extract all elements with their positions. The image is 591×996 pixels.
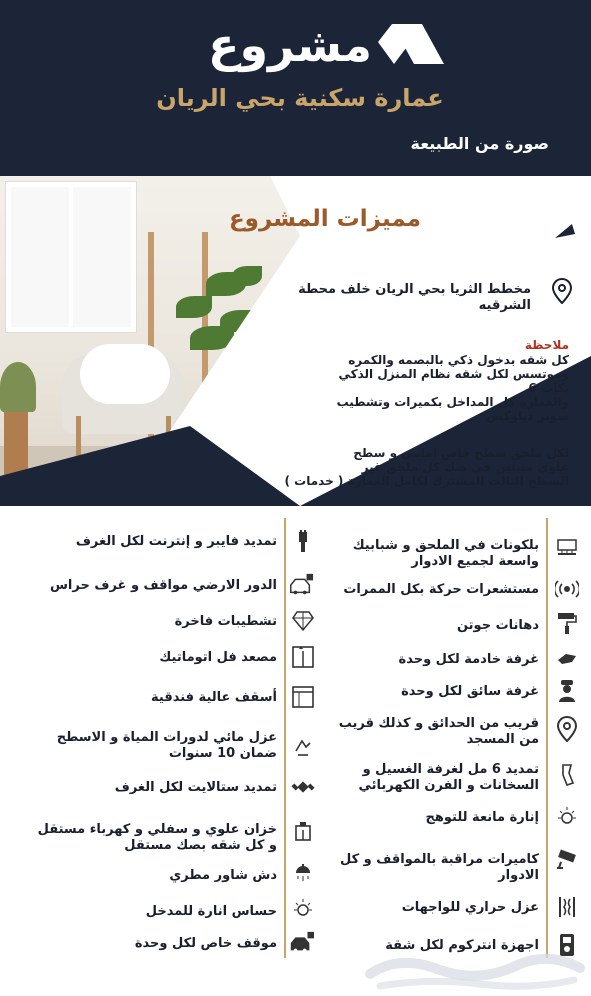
feature-item: خزان علوي و سفلي و كهرباء مستقل و كل شقه بصك مستقل	[37, 822, 277, 853]
ceiling-icon	[290, 684, 316, 710]
feature-item: قريب من الحدائق و كذلك قريب من المسجد	[338, 716, 539, 747]
rain-shower-icon	[290, 862, 316, 888]
feature-item: تشطيبات فاخرة	[174, 614, 277, 629]
waterproofing-icon	[290, 734, 316, 760]
private-parking-icon	[288, 930, 314, 956]
feature-item: اجهزة انتركوم لكل شقة	[385, 938, 539, 953]
feature-item: غرفة خادمة لكل وحدة	[398, 652, 539, 667]
note-line: سوبر ديلوكس	[486, 409, 569, 423]
header-banner	[0, 0, 591, 176]
note-line: بكات 6	[528, 381, 569, 395]
feature-item: غرفة سائق لكل وحدة	[401, 684, 539, 699]
note-line: والعماره كل المداخل بكميرات وتشطيب	[336, 395, 569, 409]
note-line: وموتسس لكل شقه نظام المنزل الذكي	[338, 367, 569, 381]
feature-item: بلكونات في الملحق و شبابيك واسعة لجميع الادوار	[352, 538, 539, 569]
feature-item: إنارة مانعة للتوهج	[425, 810, 539, 825]
elevator-icon	[290, 644, 316, 670]
right-column-divider	[546, 518, 548, 958]
annex-note	[269, 446, 569, 488]
location-pin-icon	[554, 716, 580, 742]
feature-item: مستشعرات حركة بكل الممرات	[343, 582, 539, 597]
brand-name: مشروع	[208, 18, 372, 72]
annex-line: لكل ملحق سطح خاص امامي و سطح	[353, 446, 569, 460]
annex-line: السطح الثالث المشترك لكامل العمارة ( خدمات )	[284, 474, 569, 488]
brand-logo-icon	[378, 24, 444, 64]
feature-item: عزل مائي لدورات المياة و الاسطح ضمان 10 سنوات	[56, 730, 277, 761]
feature-item: كاميرات مراقبة بالمواقف و كل الادوار	[339, 852, 539, 883]
insulation-icon	[554, 894, 580, 920]
feature-item: الدور الارضي مواقف و غرف حراس	[49, 578, 277, 593]
left-column-divider	[284, 518, 286, 958]
feature-item: دهانات جوتن	[456, 618, 539, 633]
photo-note: صورة من الطبيعة	[410, 134, 549, 153]
driver-icon	[554, 678, 580, 704]
feature-item: موقف خاص لكل وحدة	[134, 936, 277, 951]
feature-item: عزل حراري للواجهات	[401, 900, 539, 915]
fiber-cable-icon	[290, 530, 316, 556]
cctv-camera-icon	[554, 846, 580, 872]
feature-item: تمديد 6 مل لغرفة الغسيل و السخانات و الفرن الكهربائي	[358, 762, 539, 793]
features-title: مميزات المشروع	[228, 206, 421, 232]
location-pin-icon	[552, 278, 572, 304]
feature-item: مصعد فل اتوماتيك	[159, 650, 277, 665]
light-sensor-icon	[290, 896, 316, 922]
project-subtitle: عمارة سكنية بحي الريان	[156, 84, 444, 112]
motion-sensor-icon	[554, 576, 580, 602]
watermark-logo-icon	[360, 944, 586, 994]
feature-item: دش شاور مطري	[169, 868, 277, 883]
feature-item: حساس انارة للمدخل	[145, 904, 277, 919]
note-label: ملاحظة	[524, 338, 569, 352]
feature-item: تمديد ستالايت لكل الغرف	[114, 780, 277, 795]
note-line: كل شقه بدخول ذكي بالبصمه والكمره	[348, 353, 569, 367]
maid-room-icon	[554, 646, 580, 672]
plumbing-icon	[554, 762, 580, 788]
water-tank-icon	[290, 818, 316, 844]
annex-line: علوي مثبتين في صك كل ملحق غير	[361, 460, 569, 474]
feature-item: أسقف عالية فندقية	[151, 690, 277, 705]
satellite-icon	[290, 774, 316, 800]
balcony-icon	[554, 534, 580, 560]
parking-garage-icon	[288, 572, 314, 598]
project-location: مخطط الثريا بحي الريان خلف محطة الشرقيه	[298, 282, 531, 313]
anti-glare-light-icon	[554, 804, 580, 830]
feature-item: تمديد فايبر و إنترنت لكل الغرف	[75, 534, 277, 549]
note-body	[279, 353, 569, 423]
paint-roller-icon	[554, 610, 580, 636]
diamond-icon	[290, 608, 316, 634]
